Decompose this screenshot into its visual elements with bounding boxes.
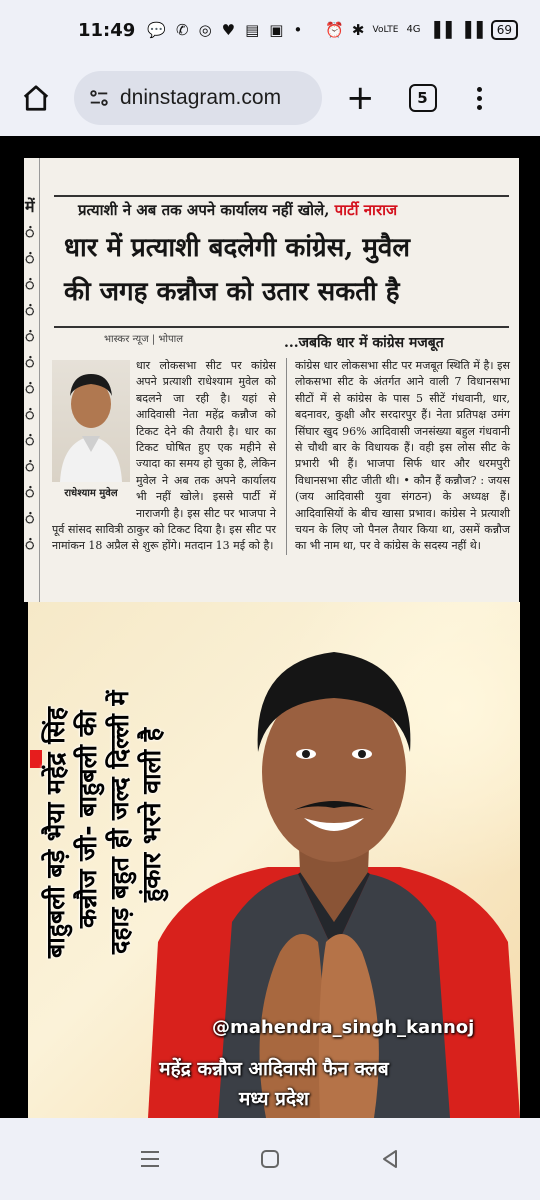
vertical-text-line-1: बाहुबली बड़े भैया महेंद्र सिंह (41, 707, 70, 958)
battery-indicator: 69 (491, 20, 518, 40)
site-settings-icon[interactable] (88, 87, 110, 109)
network-type-icon: 4G (406, 24, 421, 35)
fan-club-poster (28, 602, 520, 1118)
kicker-text: प्रत्याशी ने अब तक अपने कार्यालय नहीं खोले, (78, 201, 330, 219)
recent-apps-button[interactable] (130, 1139, 170, 1179)
url-bar[interactable] (74, 71, 322, 125)
recent-apps-icon (138, 1148, 162, 1170)
club-name-line-1: महेंद्र कन्नौज आदिवासी फैन क्लब (159, 1058, 389, 1080)
signal-icon: ▐▐ (428, 20, 452, 39)
system-navigation-bar (0, 1118, 540, 1200)
news-subheading: ...जबकि धार में कांग्रेस मजबूत (284, 335, 444, 351)
club-name-line-2: मध्य प्रदेश (239, 1088, 309, 1110)
page-content[interactable] (0, 136, 540, 1118)
status-time: 11:49 (78, 19, 136, 41)
candidate-photo (52, 360, 130, 508)
status-bar (0, 0, 540, 60)
tab-switcher-button[interactable]: 5 (409, 84, 437, 112)
person-illustration (148, 622, 520, 1118)
news-headline (54, 226, 509, 324)
app-icon: ♥ (221, 20, 236, 39)
browser-toolbar (0, 60, 540, 136)
bluetooth-icon: ✱ (351, 20, 365, 39)
news-byline: भास्कर न्यूज | भोपाल (104, 334, 184, 345)
news-kicker (54, 195, 509, 223)
volte-icon: VoLTE (372, 24, 399, 35)
vertical-text-line-4: हुंकार भरने वाली है (137, 727, 166, 902)
newspaper-clipping (24, 158, 519, 602)
notification-icons (147, 20, 303, 39)
home-nav-button[interactable] (250, 1139, 290, 1179)
home-button[interactable] (18, 80, 54, 116)
alarm-icon: ⏰ (325, 20, 344, 39)
news-icon: ▤ (245, 20, 260, 39)
menu-dot (477, 87, 482, 92)
whatsapp-icon: ✆ (175, 20, 189, 39)
adjacent-column-edge: में ं ं ं ं ं ं ं ं ं ं ं ं ं (24, 158, 40, 602)
menu-dot (477, 96, 482, 101)
headline-line-1: धार में प्रत्याशी बदलेगी कांग्रेस, मुवैल (64, 233, 411, 263)
signal-icon-2: ▐▐ (459, 20, 483, 39)
system-icons (325, 20, 518, 40)
kicker-red-text: पार्टी नाराज (334, 201, 398, 219)
news-right-column: कांग्रेस धार लोकसभा सीट पर मजबूत स्थिति में है। इस लोकसभा सीट के अंतर्गत आने वाली 7 विधानसभा सीटों में से कांग्रेस के पास 5 सीटें गंधवानी, धार, बदनावर, कुक्षी और सरदारपुर हैं। नेता प्रतिपक्ष उमंग सिंघार खुद 96% आदिवासी जनसंख्या बहुल गंधवानी से चौथी बार के विधायक हैं। वही इस लोस सीट के प्रभारी भी हैं। भाजपा सिर्फ धार और धरमपुरी विधानसभा सीट जीती थी। • कौन हैं कन्नौज? : जयस (जय आदिवासी युवा संगठन) के अध्यक्ष हैं। आदिवासियों के बीच खासा प्रभाव। कांग्रेस ने प्रत्याशी चयन के लिए जो पैनल तैयार किया था, उसमें कन्नौज का भी नाम था, पर वे कांग्रेस के सदस्य नहीं थे। (286, 358, 510, 555)
instagram-handle: @mahendra_singh_kannoj (212, 1017, 475, 1038)
vertical-text-line-3: दहाड़ बहुत ही जल्द दिल्ली में (105, 690, 134, 954)
back-triangle-icon (379, 1148, 401, 1170)
headline-rule (54, 326, 509, 328)
home-square-icon (259, 1148, 281, 1170)
portrait-illustration (52, 360, 130, 482)
headline-line-2: की जगह कन्नौज को उतार सकती है (64, 277, 400, 307)
instagram-icon: ▣ (269, 20, 284, 39)
messenger-icon: ◎ (198, 20, 212, 39)
overflow-menu-button[interactable] (477, 87, 482, 110)
home-icon (21, 83, 51, 113)
back-button[interactable] (370, 1139, 410, 1179)
vertical-text-line-2: कन्नौज जी- बाहुबली की (73, 710, 102, 928)
more-notifications-icon: • (293, 20, 303, 39)
new-tab-button[interactable]: + (346, 78, 375, 118)
url-text: dninstagram.com (120, 86, 282, 109)
photo-caption: राधेश्याम मुवेल (64, 488, 118, 499)
candidate-photo-image (52, 360, 130, 482)
menu-dot (477, 105, 482, 110)
news-left-column (52, 358, 276, 555)
fan-club-name (28, 1054, 520, 1114)
left-column-text: धार लोकसभा सीट पर कांग्रेस अपने प्रत्याशी राधेश्याम मुवेल को बदलने जा रही है। यहां से आदिवासी नेता महेंद्र कन्नौज को टिकट देने की तैयारी है। धार का टिकट घोषित हुए एक महीने से ज्यादा का समय हो चुका है, लेकिन मुवेल ने अब तक अपने कार्यालय भी नहीं खोले। इससे पार्टी में नाराजगी है। इस सीट पर भाजपा ने पूर्व सांसद सावित्री ठाकुर को टिकट दिया है। इस सीट पर नामांकन 18 अप्रैल से शुरू होंगे। मतदान 13 मई को है। (52, 359, 276, 553)
chat-icon: 💬 (147, 20, 166, 39)
